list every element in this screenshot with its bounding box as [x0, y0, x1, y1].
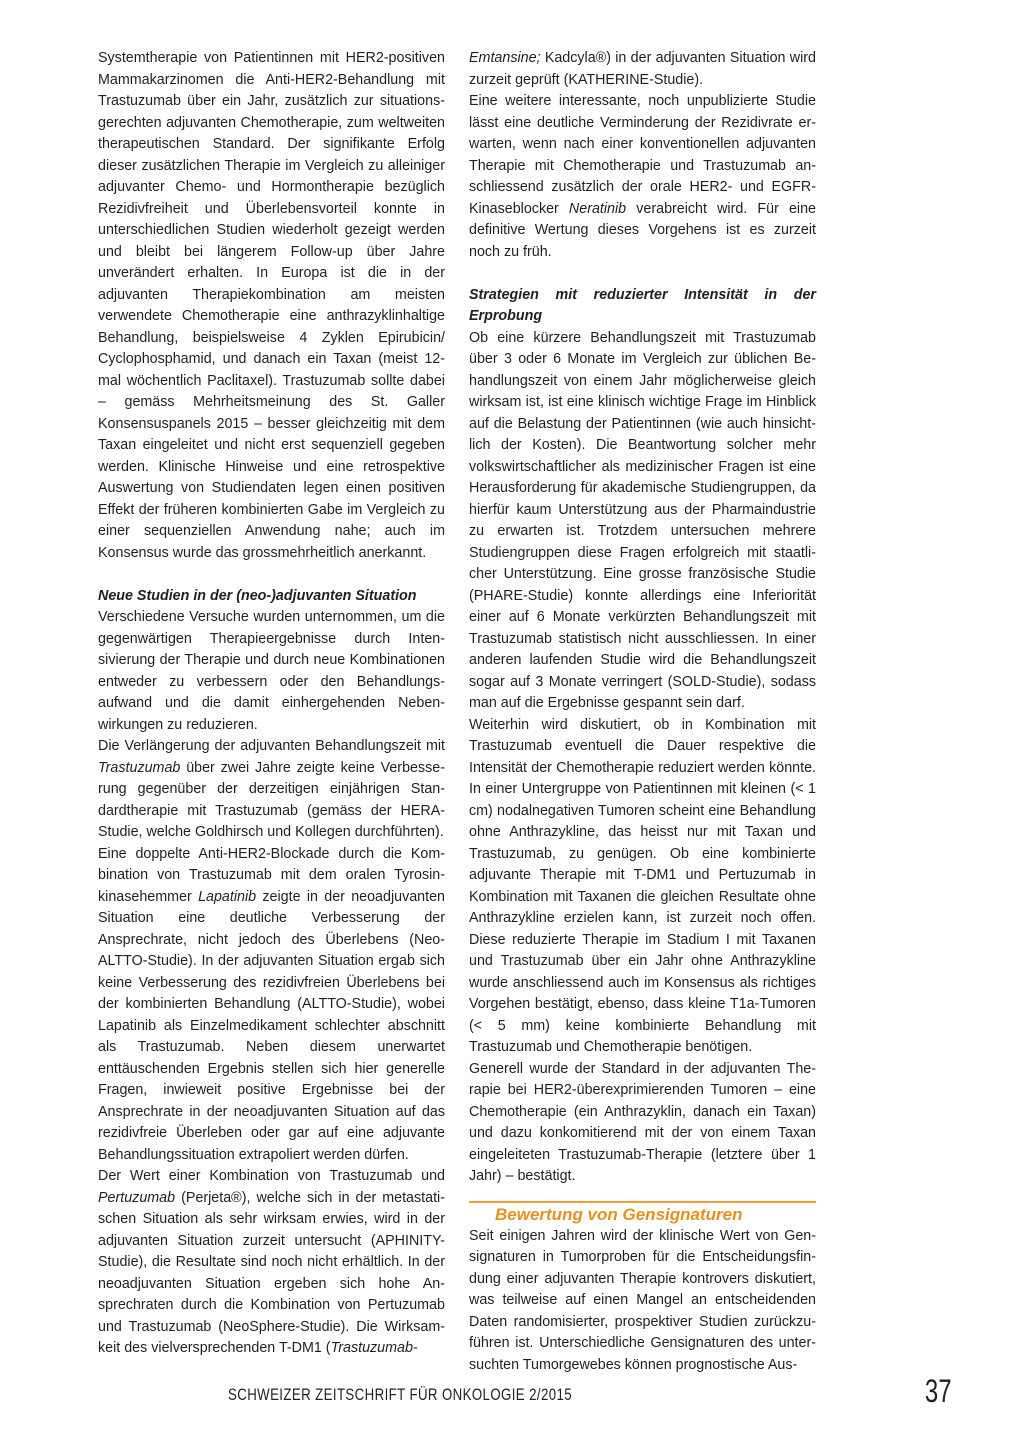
footer-journal-name: SCHWEIZER ZEITSCHRIFT FÜR ONKOLOGIE 2/2015: [228, 1385, 573, 1404]
body-paragraph: Ob eine kürzere Behandlungszeit mit Trastuzumab über 3 oder 6 Monate im Vergleich zur üblichen Behandlungszeit von einem Jahr möglicherweise gleich wirksam ist, ist eine klinisch wichtige Frage im Hinblick auf die Belastung der Patientinnen (wie auch hinsichtlich der Kosten). Die Beantwortung solcher mehr volkswirtschaftlicher als medizinischer Fragen ist eine Herausforderung für akademische Studiengruppen, da hierfür kaum Unterstützung aus der Pharmaindustrie zu erwarten ist. Trotzdem untersuchen mehrere Studiengruppen diese Fragen erfolgreich mit staatlicher Unterstützung. Eine grosse französische Studie (PHARE-Studie) konnte allerdings eine Inferiorität einer auf 6 Monate verkürzten Behandlungszeit mit Trastuzumab statistisch nicht ausschliessen. In einer anderen laufenden Studie wird die Behandlungszeit sogar auf 3 Monate verringert (SOLD-Studie), sodass man auf die Ergebnisse gespannt sein darf.: [469, 329, 816, 711]
text-run: Eine doppelte Anti-HER2-Blockade durch die Kombination von Trastuzumab mit dem oralen Tyrosinkinasehemmer: [98, 845, 445, 905]
text-run: (Perjeta®), welche sich in der metastatischen Situation als sehr wirksam erwies, wird in der adjuvanten Situation zurzeit untersucht (APHINITY-Studie), die Resultate sind noch nicht erhältlich. In der neoadjuvanten Situation ergeben sich hohe Ansprechraten durch die Kombination von Pertuzumab und Trastuzumab (NeoSphere-Studie). Die Wirksamkeit des vielversprechenden T-DM1 (: [98, 1189, 445, 1356]
body-paragraph: Seit einigen Jahren wird der klinische Wert von Gensignaturen in Tumorproben für die Entscheidungsfindung einer adjuvanten Therapie kontrovers diskutiert, was teilweise auf einen Mangel an entscheidenden Daten randomisierter, prospektiver Studien zurückzuführen ist. Unterschiedliche Gensignaturen des untersuchten Tumorgewebes können prognostische Aus-: [469, 1227, 816, 1373]
paragraph-gap: [469, 263, 816, 285]
text-run: zeigte in der neoadjuvanten Situation eine deutliche Verbesserung der Ansprechrate, nicht jedoch des Überlebens (Neo-ALTTO-Studie). In der adjuvanten Situation ergab sich keine Verbesserung des rezidivfreien Überlebens bei der kombinierten Behandlung (ALTTO-Studie), wobei Lapatinib als Einzelmedikament schlechter abschnitt als Trastuzumab. Neben diesem unerwartet enttäuschenden Ergebnis stellen sich hier generelle Fragen, inwieweit positive Ergebnisse bei der Ansprechrate in der neoadjuvanten Situation auf das rezidivfreie Überleben oder gar auf eine adjuvante Behandlungssituation extrapoliert werden dürfen.: [98, 888, 446, 1163]
page-number: 37: [925, 1373, 952, 1409]
text-run: Die Verlängerung der adjuvanten Behandlungszeit mit: [98, 738, 445, 754]
sub-heading: Strategien mit reduzierter Intensität in der Erprobung: [469, 286, 816, 324]
text-run: Der Wert einer Kombination von Trastuzumab und: [98, 1168, 445, 1184]
body-paragraph: [98, 844, 445, 1167]
text-run: über zwei Jahre zeigte keine Verbesserung gegenüber der derzeitigen einjährigen Standardtherapie mit Trastuzumab (gemäss der HERA-Studie, welche Goldhirsch und Kollegen durchführten).: [98, 759, 445, 840]
body-paragraph: Generell wurde der Standard in der adjuvanten Therapie bei HER2-überexprimierenden Tumoren – eine Chemotherapie (ein Anthrazyklin, danach ein Taxan) und dazu konkomitierend mit der von einem Taxan eingeleiteten Trastuzumab-Therapie (letztere über 1 Jahr) – bestätigt.: [469, 1060, 816, 1184]
sub-heading: Neue Studien in der (neo-)adjuvanten Situation: [98, 587, 417, 604]
body-paragraph: Weiterhin wird diskutiert, ob in Kombination mit Trastuzumab eventuell die Dauer respektive die Intensität der Chemotherapie reduziert werden könnte. In einer Untergruppe von Patientinnen mit kleinen (< 1 cm) nodalnegativen Tumoren scheint eine Behandlung ohne Anthrazykline, das heisst nur mit Taxan und Trastuzumab, zu genügen. Ob eine kombinierte adjuvante Therapie mit T-DM1 und Pertuzumab in Kombination mit Taxanen die gleichen Resultate ohne Anthrazykline erzielen kann, ist zurzeit noch offen. Diese reduzierte Therapie im Stadium I mit Taxanen und Trastuzumab über ein Jahr ohne Anthrazykline wurde anschliessend auch im Konsensus als richtiges Vorgehen bestätigt, ebenso, dass kleine T1a-Tumoren (< 5 mm) keine kombinierte Behandlung mit Trastuzumab und Chemotherapie benötigen.: [469, 716, 816, 1055]
left-column: [98, 48, 445, 1360]
body-paragraph: [469, 48, 816, 91]
drug-name: Lapatinib: [198, 888, 257, 905]
body-paragraph: Verschiedene Versuche wurden unternommen, um die gegenwärtigen Therapieergebnisse durch Intensivierung der Therapie und durch neue Kombinationen entweder zu verbessern oder den Behandlungsaufwand und die damit einhergehenden Nebenwirkungen zu reduzieren.: [98, 609, 445, 733]
text-run: verabreicht wird. Für eine definitive Wertung dieses Vorgehens ist es zurzeit noch zu früh.: [469, 200, 816, 260]
drug-name: Trastuzumab-: [330, 1340, 418, 1356]
paragraph-gap: [98, 564, 445, 586]
drug-name: Neratinib: [568, 200, 627, 217]
body-paragraph: [98, 736, 445, 844]
body-paragraph: [98, 1166, 445, 1360]
text-run: Kadcyla®) in der adjuvanten Situation wird zurzeit geprüft (KATHERINE-Studie).: [469, 50, 816, 88]
text-run: Eine weitere interessante, noch unpublizierte Studie lässt eine deutliche Verminderung der Rezidivrate erwarten, wenn nach einer konventionellen adjuvanten Therapie mit Chemotherapie und Trastuzumab anschliessend zusätzlich der orale HER2- und EGFR-Kinaseblocker: [469, 93, 816, 217]
drug-name: Emtansine;: [469, 50, 541, 66]
body-paragraph: Systemtherapie von Patientinnen mit HER2-positiven Mammakarzinomen die Anti-HER2-Behandlung mit Trastuzumab über ein Jahr, zusätzlich zur situationsgerechten adjuvanten Chemotherapie, zum weltweiten therapeutischen Standard. Der signifikante Erfolg dieser zusätzlichen Therapie im Vergleich zu alleiniger adjuvanter Chemo- und Hormontherapie bezüglich Rezidivfreiheit und Überlebensvorteil konnte in unterschiedlichen Studien wiederholt gezeigt werden und bleibt bei längerem Follow-up über Jahre unverändert erhalten. In Europa ist die in der adjuvanten Therapiekombination am meisten verwendete Chemotherapie eine anthrazyklinhaltige Behandlung, beispielsweise 4 Zyklen Epirubicin/ Cyclophosphamid, und danach ein Taxan (meist 12-mal wöchentlich Paclitaxel). Trastuzumab sollte dabei – gemäss Mehrheitsmeinung des St. Galler Konsensuspanels 2015 – besser gleichzeitig mit dem Taxan eingeleitet und nicht erst sequenziell gegeben werden. Klinische Hinweise und eine retrospektive Auswertung von Studiendaten legen einen positiven Effekt der früheren kombinierten Gabe im Vergleich zu einer sequenziellen Anwendung nahe; auch im Konsensus wurde das grossmehrheitlich anerkannt.: [98, 50, 445, 561]
right-column: [469, 48, 816, 1376]
body-paragraph: [469, 91, 816, 263]
drug-name: Trastuzumab: [98, 759, 181, 776]
drug-name: Pertuzumab: [98, 1189, 176, 1206]
section-title: Bewertung von Gensignaturen: [495, 1204, 743, 1224]
